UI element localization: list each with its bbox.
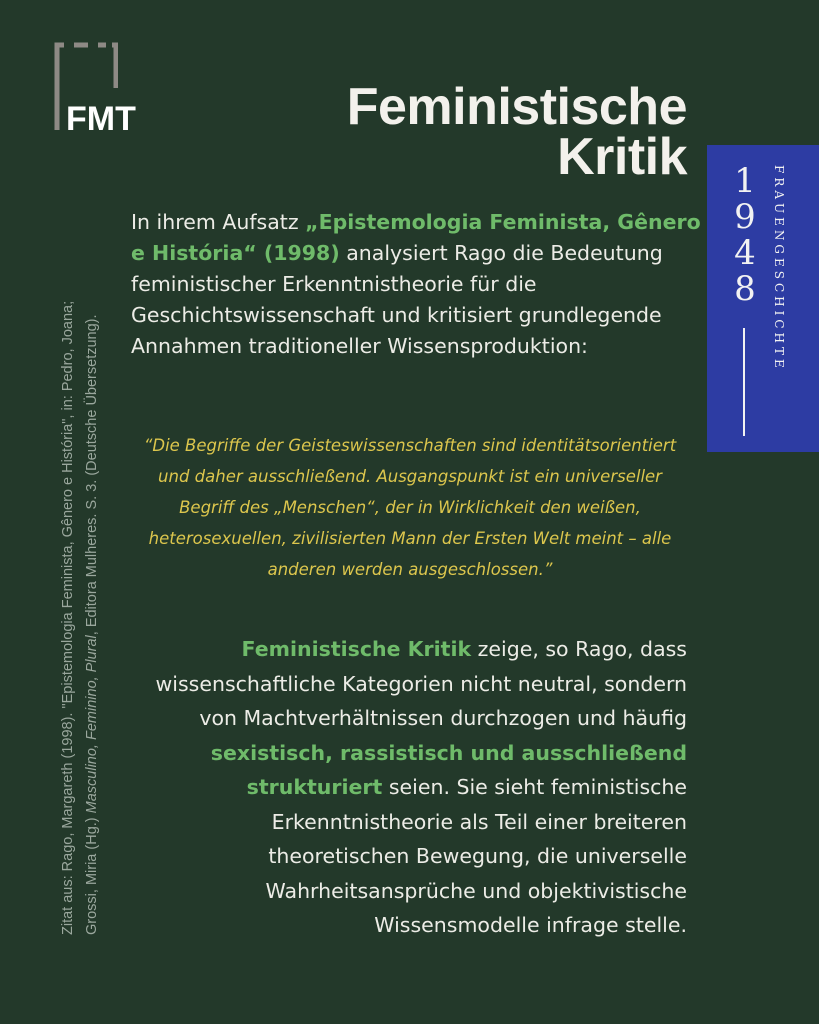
year-banner <box>707 145 819 452</box>
intro-text: In ihrem Aufsatz <box>131 210 306 234</box>
body-text: seien. Sie sieht feministische Erkenntnistheorie als Teil einer breiteren theoretischen Bewegung, die universelle Wahrheitsansprüche und objektivistische Wissensmodelle infrage stelle. <box>265 775 687 937</box>
citation-book-title: Masculino, Feminino, Plural <box>84 635 100 814</box>
intro-paragraph <box>131 207 701 362</box>
banner-divider <box>743 328 745 436</box>
intro-text: analysiert Rago die Bedeutung feministischer Erkenntnistheorie für die Geschichtswissenschaft und kritisiert grundlegende Annahmen traditioneller Wissensproduktion: <box>131 241 663 358</box>
page-title <box>346 78 687 186</box>
year-digit: 8 <box>734 269 756 309</box>
banner-label: FRAUENGESCHICHTE <box>772 165 786 372</box>
body-paragraph <box>130 632 687 943</box>
logo-text: FMT <box>66 100 136 138</box>
citation-part: , Editora Mulheres. S. 3. (Deutsche Übersetzung). <box>84 314 100 636</box>
body-highlight: Feministische Kritik <box>241 637 472 661</box>
body-text: zeige, so Rago, dass wissenschaftliche Kategorien nicht neutral, sondern von Machtverhältnissen durchzogen und häufig <box>155 637 687 730</box>
intro-highlight: „Epistemologia Feminista, Gênero e História“ (1998) <box>131 210 701 265</box>
title-line-2: Kritik <box>557 128 687 186</box>
year-digit: 1 <box>734 161 756 201</box>
citation-part: Grossi, Miria (Hg.) <box>84 813 100 935</box>
quote-block: “Die Begriffe der Geisteswissenschaften sind identitätsorientiert und daher ausschließend. Ausgangspunkt ist ein universeller Begriff des „Menschen“, der in Wirklichkeit den weißen, heterosexuellen, zivilisierten Mann der Ersten Welt meint – alle anderen werden ausgeschlossen.” <box>143 436 677 579</box>
body-highlight: sexistisch, rassistisch und ausschließend strukturiert <box>210 740 687 799</box>
citation-line-2 <box>80 50 104 935</box>
banner-year <box>729 163 761 307</box>
year-digit: 9 <box>734 197 756 237</box>
year-digit: 4 <box>734 233 756 273</box>
citation-line-1: Zitat aus: Rago, Margareth (1998). "Epistemologia Feminista, Gênero e História", in: Pedro, Joana; <box>60 300 76 935</box>
title-line-1: Feministische <box>346 78 687 136</box>
side-citation <box>56 50 104 935</box>
